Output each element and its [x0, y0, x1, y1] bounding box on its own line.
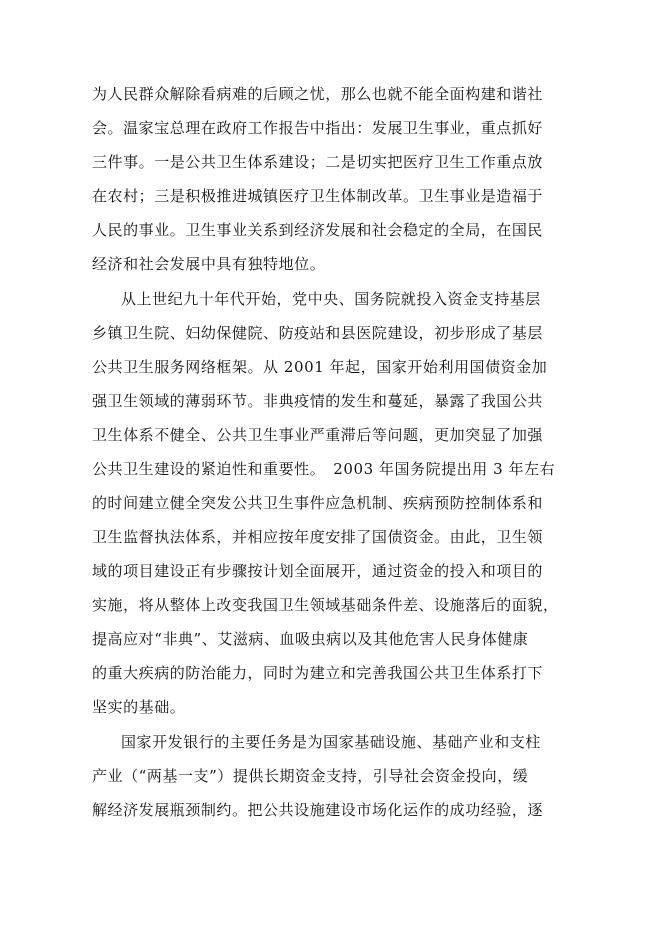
- paragraph-line: 提高应对“非典”、艾滋病、血吸虫病以及其他危害人民身体健康: [92, 630, 529, 648]
- paragraph-line: 三件事。一是公共卫生体系建设；二是切实把医疗卫生工作重点放: [92, 153, 543, 171]
- paragraph-line: 公共卫生建设的紧迫性和重要性。 2003 年国务院提出用 3 年左右: [92, 460, 556, 478]
- paragraph-line: 卫生监督执法体系，并相应按年度安排了国债资金。由此，卫生领: [92, 528, 543, 546]
- paragraph-line: 公共卫生服务网络框架。从 2001 年起，国家开始利用国债资金加: [92, 358, 548, 376]
- paragraph-line: 产业（“两基一支”）提供长期资金支持，引导社会资金投向，缓: [92, 767, 529, 785]
- paragraph-line: 的时间建立健全突发公共卫生事件应急机制、疾病预防控制体系和: [92, 494, 543, 512]
- paragraph-line: 从上世纪九十年代开始，党中央、国务院就投入资金支持基层: [121, 290, 541, 308]
- paragraph-line: 解经济发展瓶颈制约。把公共设施建设市场化运作的成功经验，逐: [92, 801, 543, 819]
- paragraph-line: 卫生体系不健全、公共卫生事业严重滞后等问题，更加突显了加强: [92, 426, 543, 444]
- paragraph-line: 在农村；三是积极推进城镇医疗卫生体制改革。卫生事业是造福于: [92, 187, 543, 205]
- paragraph-line: 域的项目建设正有步骤按计划全面展开，通过资金的投入和项目的: [92, 562, 543, 580]
- paragraph-line: 会。温家宝总理在政府工作报告中指出：发展卫生事业，重点抓好: [92, 119, 543, 137]
- paragraph-line: 实施，将从整体上改变我国卫生领域基础条件差、设施落后的面貌，: [92, 596, 559, 614]
- paragraph-line: 乡镇卫生院、妇幼保健院、防疫站和县医院建设，初步形成了基层: [92, 324, 543, 342]
- paragraph-line: 的重大疾病的防治能力，同时为建立和完善我国公共卫生体系打下: [92, 664, 543, 682]
- paragraph-line: 坚实的基础。: [92, 698, 186, 716]
- paragraph-line: 人民的事业。卫生事业关系到经济发展和社会稳定的全局，在国民: [92, 221, 543, 239]
- paragraph-line: 强卫生领域的薄弱环节。非典疫情的发生和蔓延，暴露了我国公共: [92, 392, 543, 410]
- paragraph-line: 国家开发银行的主要任务是为国家基础设施、基础产业和支柱: [121, 733, 541, 751]
- paragraph-line: 为人民群众解除看病难的后顾之忧，那么也就不能全面构建和谐社: [92, 85, 543, 103]
- paragraph-line: 经济和社会发展中具有独特地位。: [92, 255, 326, 273]
